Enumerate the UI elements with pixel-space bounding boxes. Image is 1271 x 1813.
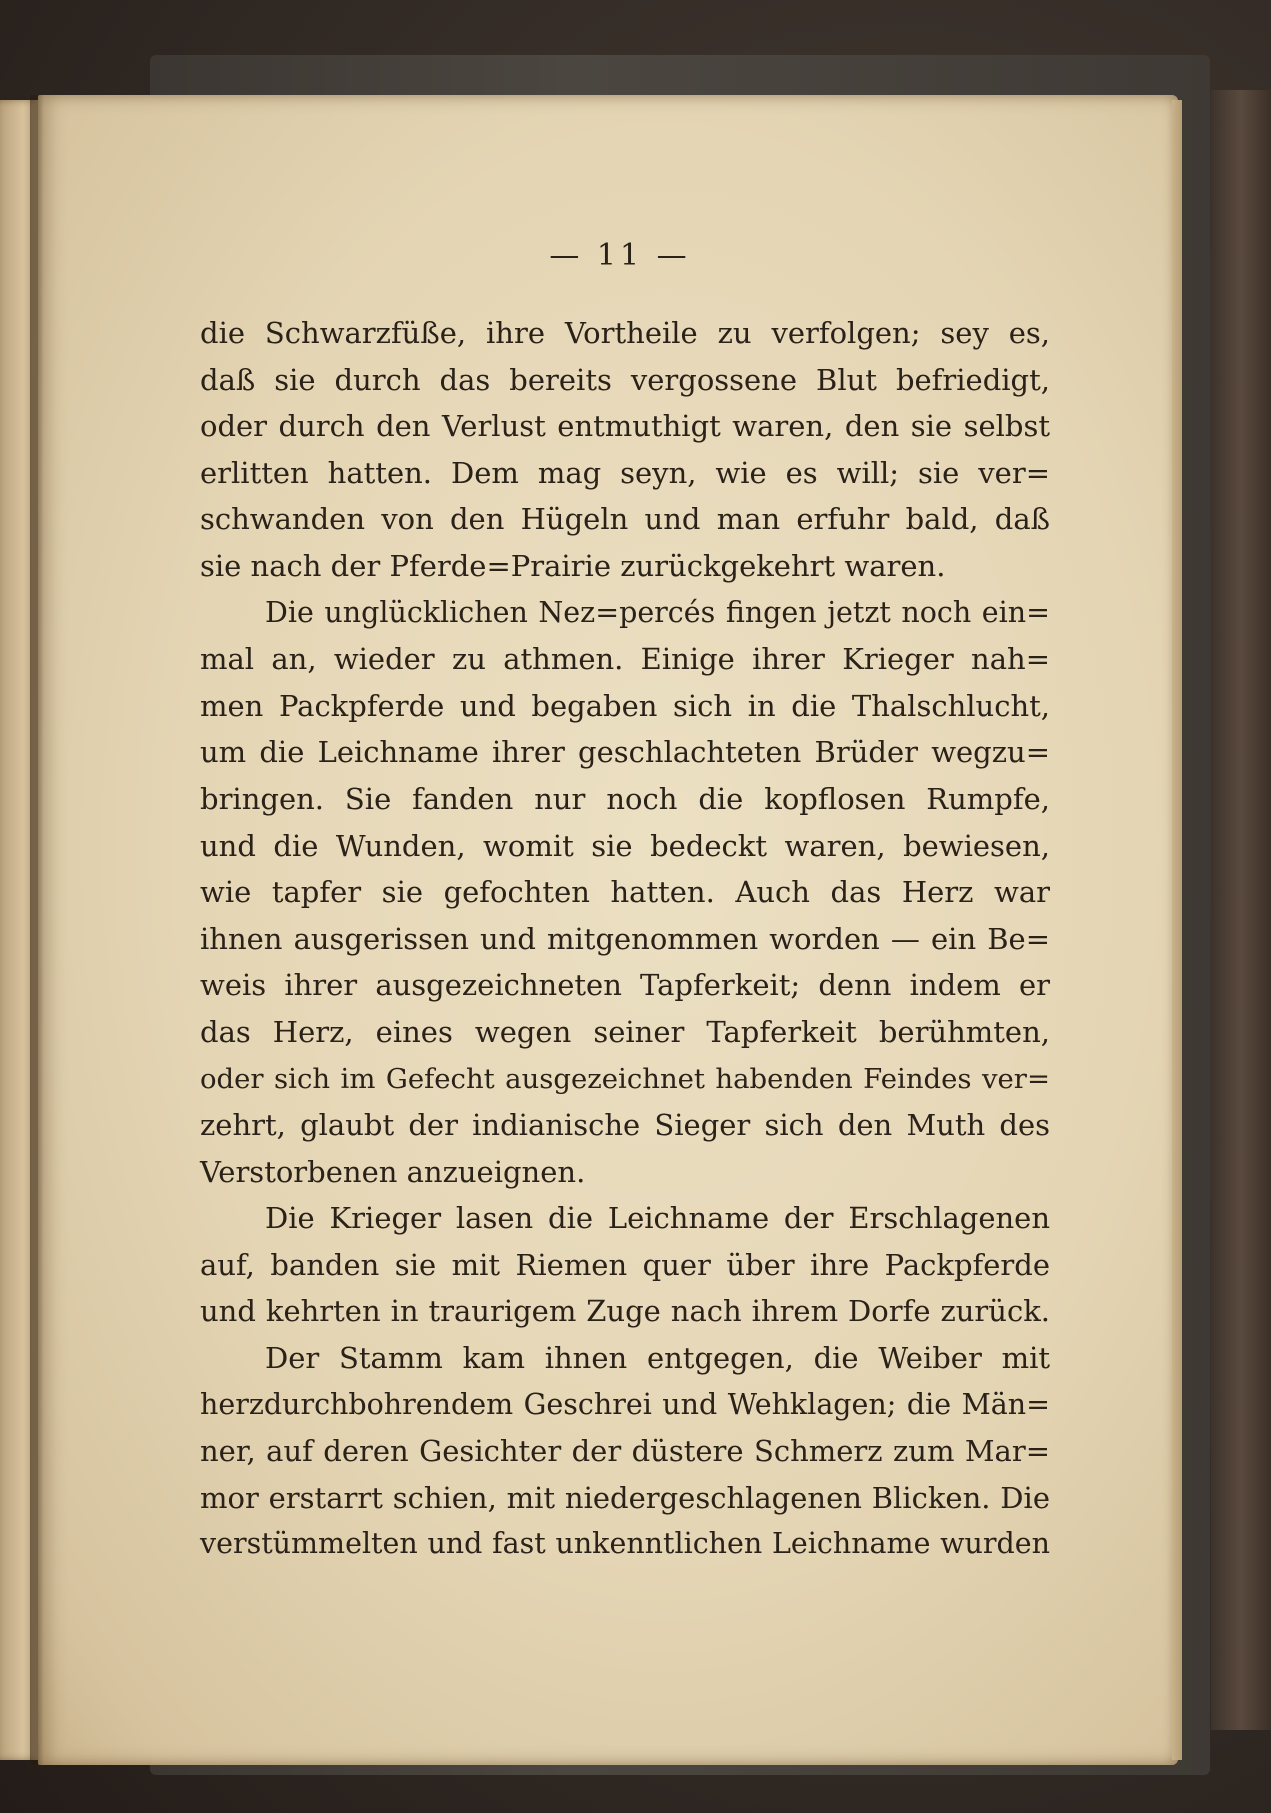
text-line: weis ihrer ausgezeichneten Tapferkeit; denn indem er: [200, 968, 1050, 1003]
text-line: men Packpferde und begaben sich in die Thalschlucht,: [200, 688, 1050, 723]
text-line: ihnen ausgerissen und mitgenommen worden — ein Be=: [200, 921, 1050, 956]
text-line: die Schwarzfüße, ihre Vortheile zu verfolgen; sey es,: [200, 316, 1050, 350]
page-edge: [1172, 100, 1182, 1760]
text-line: mal an, wieder zu athmen. Einige ihrer Krieger nah=: [200, 642, 1050, 677]
spine-shadow: [30, 95, 44, 1765]
text-line: um die Leichname ihrer geschlachteten Brüder wegzu=: [200, 735, 1050, 770]
text-line: Der Stamm kam ihnen entgegen, die Weiber mit: [265, 1341, 1050, 1376]
body-text: [200, 310, 1050, 1568]
cover-edge: [1211, 90, 1271, 1730]
text-line: auf, banden sie mit Riemen quer über ihre Packpferde: [200, 1247, 1050, 1282]
text-line: erlitten hatten. Dem mag seyn, wie es will; sie ver=: [200, 455, 1050, 490]
text-line: sie nach der Pferde=Prairie zurückgekehrt waren.: [200, 548, 946, 583]
text-line: herzdurchbohrendem Geschrei und Wehklagen; die Män=: [200, 1387, 1050, 1421]
text-line: und kehrten in traurigem Zuge nach ihrem Dorfe zurück.: [200, 1294, 1050, 1329]
text-line: wie tapfer sie gefochten hatten. Auch das Herz war: [200, 875, 1050, 910]
text-line: oder durch den Verlust entmuthigt waren, den sie selbst: [200, 409, 1050, 444]
text-line: verstümmelten und fast unkenntlichen Leichname wurden: [200, 1527, 1050, 1561]
text-line: mor erstarrt schien, mit niedergeschlagenen Blicken. Die: [200, 1480, 1050, 1515]
text-line: Die Krieger lasen die Leichname der Erschlagenen: [265, 1201, 1050, 1236]
text-line: Die unglücklichen Nez=percés fingen jetzt noch ein=: [265, 595, 1050, 629]
text-line: Verstorbenen anzueignen.: [200, 1154, 586, 1189]
text-line: und die Wunden, womit sie bedeckt waren, bewiesen,: [200, 828, 1050, 863]
text-line: das Herz, eines wegen seiner Tapferkeit berühmten,: [200, 1014, 1050, 1049]
text-line: ner, auf deren Gesichter der düstere Schmerz zum Mar=: [200, 1434, 1050, 1469]
text-line: bringen. Sie fanden nur noch die kopflosen Rumpfe,: [200, 781, 1050, 816]
page-number: — 11 —: [549, 238, 691, 273]
text-line: zehrt, glaubt der indianische Sieger sich den Muth des: [200, 1108, 1050, 1143]
text-line: oder sich im Gefecht ausgezeichnet habenden Feindes ver=: [200, 1062, 1050, 1095]
text-line: daß sie durch das bereits vergossene Blut befriedigt,: [200, 362, 1050, 397]
text-line: schwanden von den Hügeln und man erfuhr bald, daß: [200, 502, 1050, 537]
